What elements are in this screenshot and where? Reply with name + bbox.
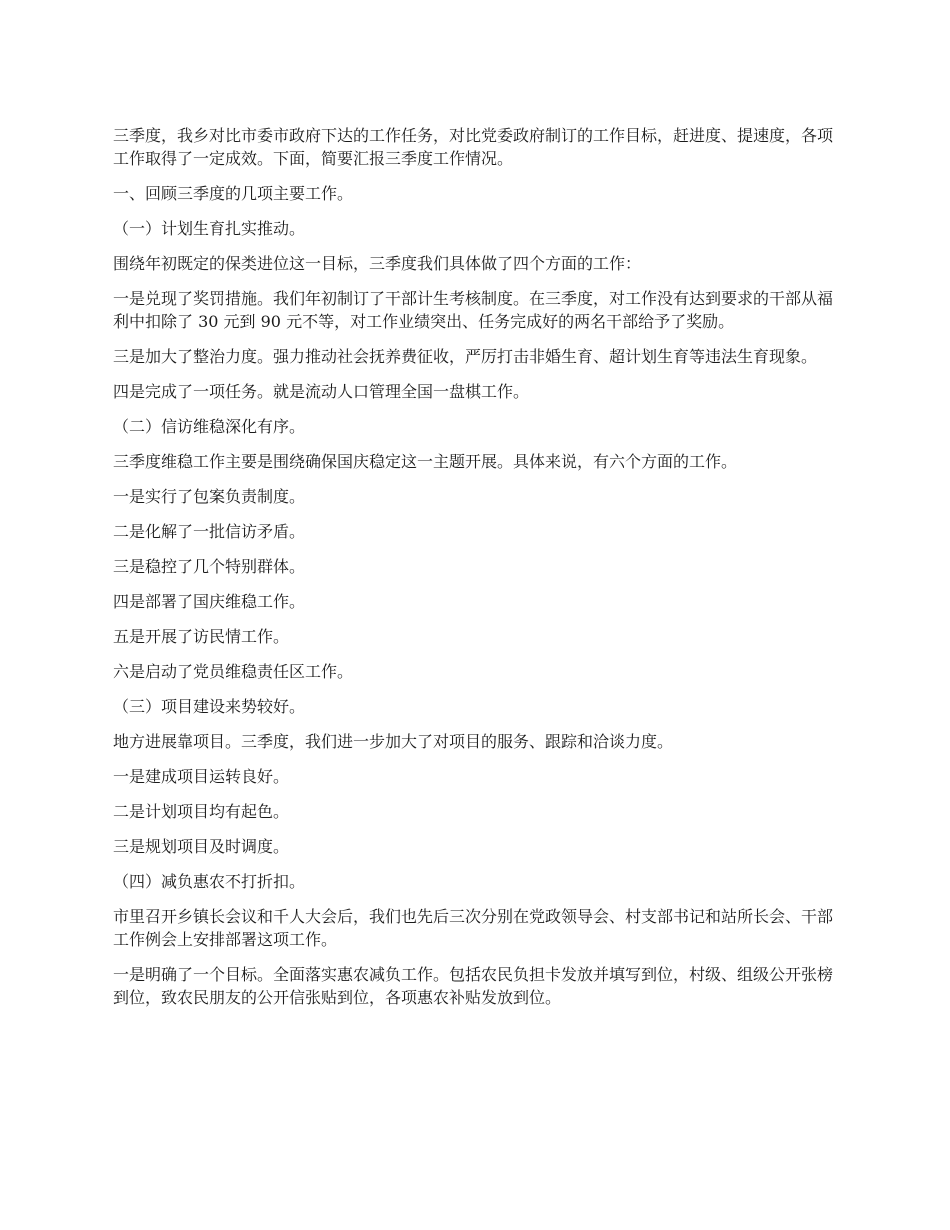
paragraph: 围绕年初既定的保类进位这一目标，三季度我们具体做了四个方面的工作：	[113, 254, 642, 273]
subsection-heading: （二）信访维稳深化有序。	[113, 417, 306, 436]
list-item: 一是建成项目运转良好。	[113, 767, 290, 786]
list-item: 一是实行了包案负责制度。	[113, 487, 306, 506]
list-item: 五是开展了访民情工作。	[113, 627, 290, 646]
intro-paragraph: 三季度，我乡对比市委市政府下达的工作任务，对比党委政府制订的工作目标，赶进度、提速度，各项工作取得了一定成效。下面，简要汇报三季度工作情况。	[113, 126, 834, 168]
paragraph: 市里召开乡镇长会议和千人大会后，我们也先后三次分别在党政领导会、村支部书记和站所长会、干部工作例会上安排部署这项工作。	[113, 907, 834, 949]
section-heading: 一、回顾三季度的几项主要工作。	[113, 184, 354, 203]
paragraph: 三是加大了整治力度。强力推动社会抚养费征收，严厉打击非婚生育、超计划生育等违法生育现象。	[113, 347, 818, 366]
paragraph: 四是完成了一项任务。就是流动人口管理全国一盘棋工作。	[113, 382, 530, 401]
list-item: 六是启动了党员维稳责任区工作。	[113, 662, 354, 681]
document-body	[113, 124, 843, 1021]
paragraph: 一是明确了一个目标。全面落实惠农减负工作。包括农民负担卡发放并填写到位，村级、组级公开张榜到位，致农民朋友的公开信张贴到位，各项惠农补贴发放到位。	[113, 965, 834, 1007]
paragraph: 三季度维稳工作主要是围绕确保国庆稳定这一主题开展。具体来说，有六个方面的工作。	[113, 452, 738, 471]
list-item: 四是部署了国庆维稳工作。	[113, 592, 306, 611]
subsection-heading: （一）计划生育扎实推动。	[113, 219, 306, 238]
paragraph: 地方进展靠项目。三季度，我们进一步加大了对项目的服务、跟踪和洽谈力度。	[113, 732, 674, 751]
list-item: 三是规划项目及时调度。	[113, 837, 290, 856]
list-item: 二是化解了一批信访矛盾。	[113, 522, 306, 541]
list-item: 三是稳控了几个特别群体。	[113, 557, 306, 576]
subsection-heading: （四）减负惠农不打折扣。	[113, 872, 306, 891]
subsection-heading: （三）项目建设来势较好。	[113, 697, 306, 716]
paragraph: 一是兑现了奖罚措施。我们年初制订了干部计生考核制度。在三季度，对工作没有达到要求的干部从福利中扣除了 30 元到 90 元不等，对工作业绩突出、任务完成好的两名干部给予了奖励。	[113, 289, 834, 331]
list-item: 二是计划项目均有起色。	[113, 802, 290, 821]
